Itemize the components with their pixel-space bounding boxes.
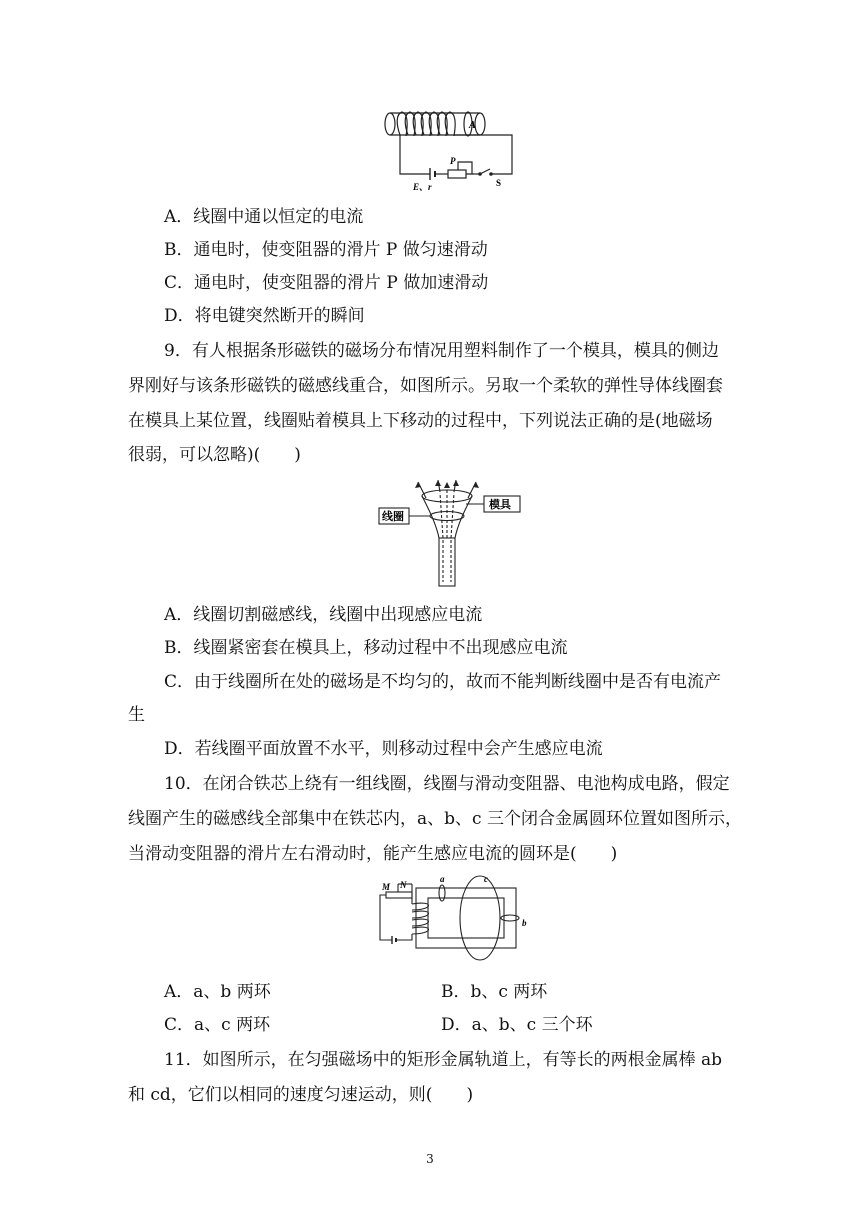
q10-option-c: C．a、c 两环 bbox=[164, 1015, 271, 1035]
q9-stem-line-3: 在模具上某位置，线圈贴着模具上下移动的过程中，下列说法正确的是(地磁场 bbox=[128, 411, 713, 431]
solenoid-circuit-figure bbox=[380, 106, 520, 196]
q10-stem-line-2: 线圈产生的磁感线全部集中在铁芯内，a、b、c 三个闭合金属圆环位置如图所示， bbox=[128, 809, 742, 829]
label-M: M bbox=[382, 882, 391, 892]
q9-stem-line-2: 界刚好与该条形磁铁的磁感线重合，如图所示。另取一个柔软的弹性导体线圈套 bbox=[128, 376, 723, 396]
label-N: N bbox=[400, 880, 407, 890]
q11-stem-line-2: 和 cd，它们以相同的速度匀速运动，则( ) bbox=[128, 1085, 474, 1105]
q8-option-d: D．将电键突然断开的瞬间 bbox=[164, 306, 365, 326]
solenoid-circuit-diagram bbox=[380, 106, 520, 192]
q11-stem-line-1: 11．如图所示，在匀强磁场中的矩形金属轨道上，有等长的两根金属棒 ab bbox=[164, 1050, 723, 1070]
q9-stem-line-4: 很弱，可以忽略)( ) bbox=[128, 445, 301, 465]
q8-option-b: B．通电时，使变阻器的滑片 P 做匀速滑动 bbox=[164, 240, 488, 260]
label-c: c bbox=[484, 874, 488, 884]
label-coil: 线圈 bbox=[382, 511, 404, 523]
label-mold: 模具 bbox=[489, 499, 511, 511]
q9-stem-line-1: 9．有人根据条形磁铁的磁场分布情况用塑料制作了一个模具，模具的侧边 bbox=[164, 341, 719, 361]
iron-core-diagram bbox=[376, 874, 532, 970]
q8-option-a: A．线圈中通以恒定的电流 bbox=[164, 207, 364, 227]
q10-option-b: B．b、c 两环 bbox=[441, 982, 548, 1002]
q8-option-c: C．通电时，使变阻器的滑片 P 做加速滑动 bbox=[164, 273, 489, 293]
label-A: A bbox=[469, 120, 476, 131]
q9-option-d: D．若线圈平面放置不水平，则移动过程中会产生感应电流 bbox=[164, 739, 603, 759]
label-a: a bbox=[440, 874, 445, 884]
q9-option-a: A．线圈切割磁感线，线圈中出现感应电流 bbox=[164, 605, 483, 625]
label-b: b bbox=[522, 918, 527, 928]
q10-stem-line-1: 10．在闭合铁芯上绕有一组线圈，线圈与滑动变阻器、电池构成电路，假定 bbox=[164, 774, 730, 794]
q10-option-a: A．a、b 两环 bbox=[164, 982, 271, 1002]
q10-stem-line-3: 当滑动变阻器的滑片左右滑动时，能产生感应电流的圆环是( ) bbox=[128, 844, 618, 864]
mold-coil-diagram bbox=[378, 478, 528, 590]
q9-option-c: C．由于线圈所在处的磁场是不均匀的，故而不能判断线圈中是否有电流产 bbox=[164, 672, 722, 692]
page-number: 3 bbox=[426, 1152, 434, 1166]
label-P: P bbox=[450, 156, 456, 166]
label-E-r: E、r bbox=[413, 182, 432, 192]
mold-coil-figure bbox=[378, 478, 528, 594]
q10-option-d: D．a、b、c 三个环 bbox=[441, 1015, 593, 1035]
label-S: S bbox=[496, 178, 502, 188]
iron-core-figure bbox=[376, 874, 532, 974]
q9-option-b: B．线圈紧密套在模具上，移动过程中不出现感应电流 bbox=[164, 638, 568, 658]
q9-option-c-cont: 生 bbox=[128, 705, 145, 725]
